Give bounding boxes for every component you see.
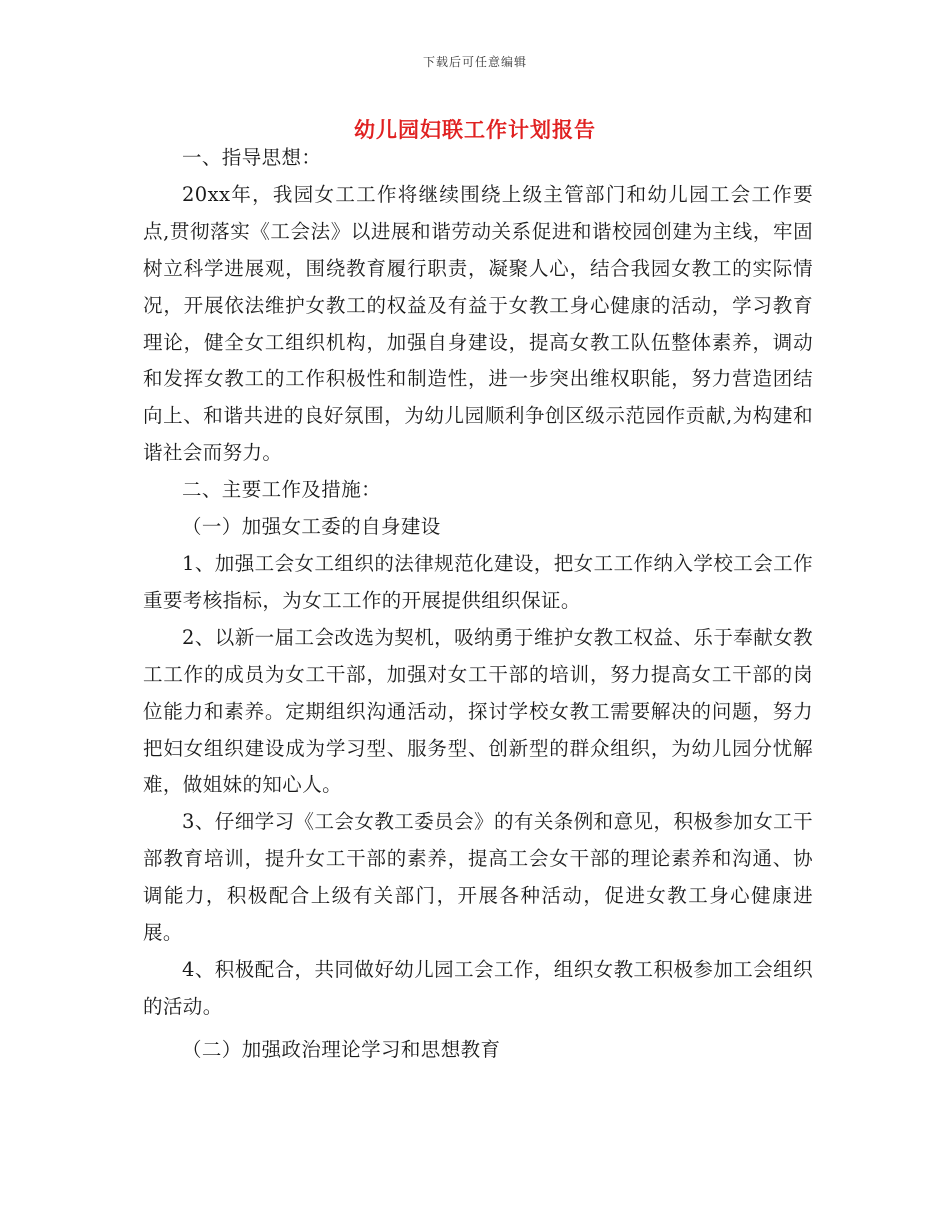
document-title: 幼儿园妇联工作计划报告 — [354, 117, 596, 142]
list-item-2: 2、以新一届工会改选为契机，吸纳勇于维护女教工权益、乐于奉献女教工工作的成员为女工干部，加强对女工干部的培训，努力提高女工干部的岗位能力和素养。定期组织沟通活动，探讨学校女教工需要解决的问题，努力把妇女组织建设成为学习型、服务型、创新型的群众组织，为幼儿园分忧解难，做姐妹的知心人。 — [143, 625, 813, 797]
document-body — [143, 140, 813, 1069]
subheading-self-building: （一）加强女工委的自身建设 — [182, 515, 441, 539]
list-item-4: 4、积极配合，共同做好幼儿园工会工作，组织女教工积极参加工会组织的活动。 — [143, 957, 813, 1018]
list-item-1: 1、加强工会女工组织的法律规范化建设，把女工工作纳入学校工会工作重要考核指标，为女工工作的开展提供组织保证。 — [143, 551, 813, 612]
subheading-political-study: （二）加强政治理论学习和思想教育 — [182, 1037, 501, 1061]
list-item-3: 3、仔细学习《工会女教工委员会》的有关条例和意见，积极参加女工干部教育培训，提升女工干部的素养，提高工会女干部的理论素养和沟通、协调能力，积极配合上级有关部门，开展各种活动，促进女教工身心健康进展。 — [143, 810, 813, 945]
header-note: 下载后可任意编辑 — [422, 55, 527, 69]
section-heading-main-work: 二、主要工作及措施： — [182, 478, 382, 502]
paragraph-guiding-ideology: 20xx年，我园女工工作将继续围绕上级主管部门和幼儿园工会工作要点,贯彻落实《工会法》以进展和谐劳动关系促进和谐校园创建为主线，牢固树立科学进展观，围绕教育履行职责，凝聚人心，结合我园女教工的实际情况，开展依法维护女教工的权益及有益于女教工身心健康的活动，学习教育理论，健全女工组织机构，加强自身建设，提高女教工队伍整体素养，调动和发挥女教工的工作积极性和制造性，进一步突出维权职能，努力营造团结向上、和谐共进的良好氛围，为幼儿园顺利争创区级示范园作贡献,为构建和谐社会而努力。 — [143, 182, 813, 465]
section-heading-guiding-ideology: 一、指导思想： — [182, 146, 322, 169]
